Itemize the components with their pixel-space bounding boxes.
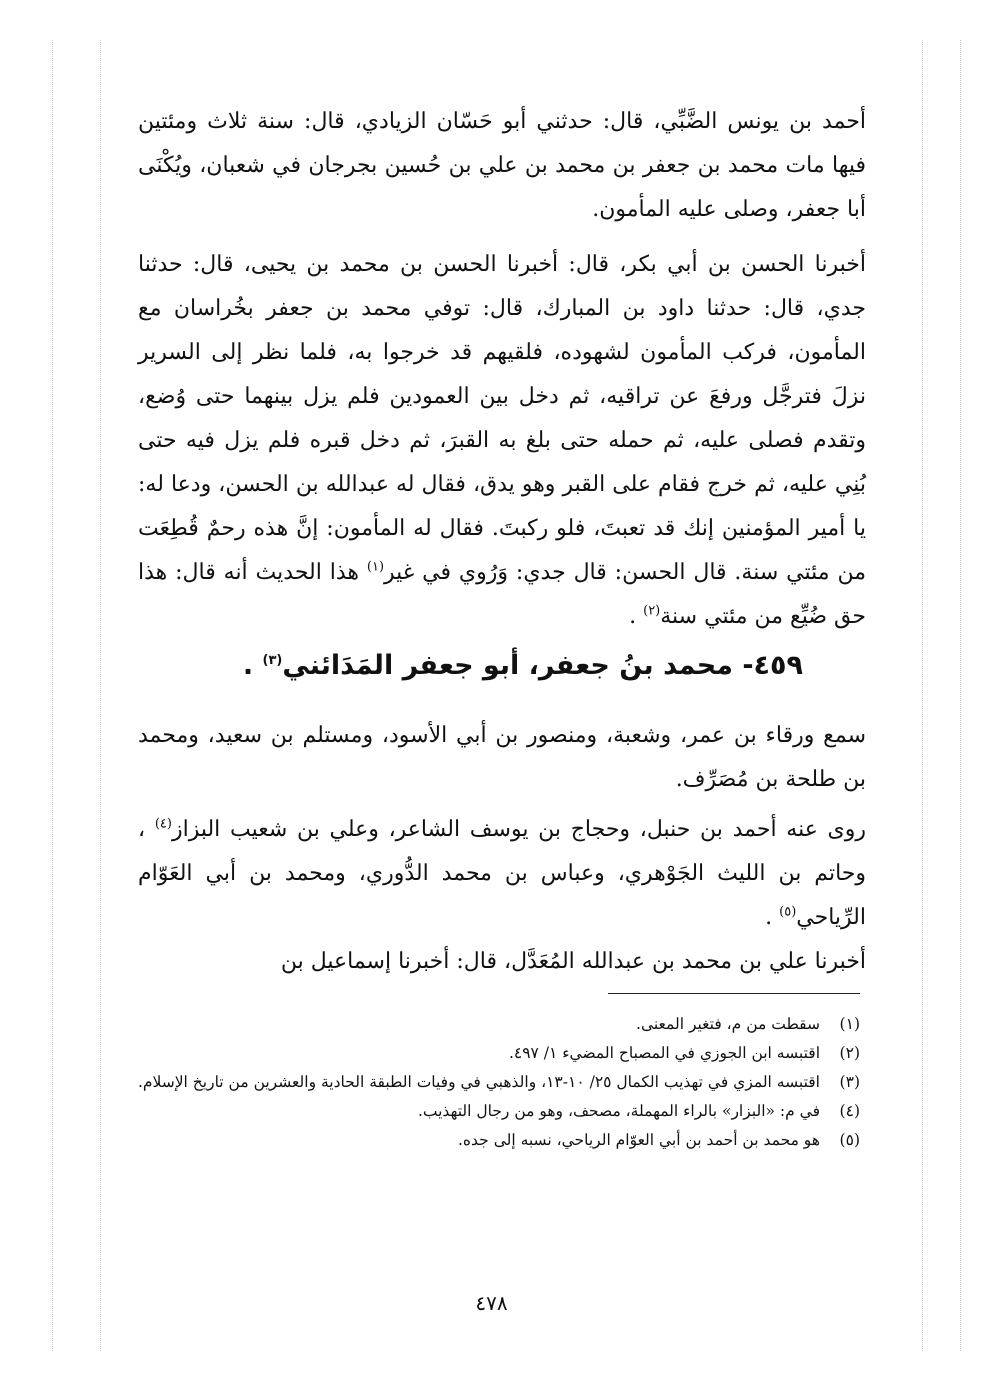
full-stop: . <box>629 604 637 629</box>
footnote-number: (٤) <box>839 1102 860 1120</box>
footnote-text: هو محمد بن أحمد بن أبي العوّام الرياحي، نسبه إلى جده. <box>458 1131 820 1149</box>
footnote-item <box>135 1010 860 1039</box>
footnote-ref-1: (١) <box>366 559 385 575</box>
paragraph-text-tail: ، وحاتم بن الليث الجَوْهري، وعباس بن محمد الدُّوري، ومحمد بن أبي العَوّام الرِّياحي <box>138 817 866 930</box>
paragraph-text: سمع ورقاء بن عمر، وشعبة، ومنصور بن أبي الأسود، ومستلم بن سعيد، ومحمد بن طلحة بن مُصَرِّف. <box>138 723 866 792</box>
paragraph-text: أحمد بن يونس الضَّبِّي، قال: حدثني أبو حَسّان الزيادي، قال: سنة ثلاث ومئتين فيها مات محمد بن جعفر بن محمد بن علي بن حُسين بجرجان في شعبان، ويُكْنَى أبا جعفر، وصلى عليه المأمون. <box>138 109 866 222</box>
paragraph-text <box>138 243 866 639</box>
paragraph-5 <box>138 940 866 984</box>
footnotes-list <box>135 1010 860 1155</box>
paragraph-4 <box>138 808 866 940</box>
paragraph-text: أخبرنا علي بن محمد بن عبدالله المُعَدَّل، قال: أخبرنا إسماعيل بن <box>280 949 866 974</box>
paragraph-3 <box>138 714 866 802</box>
footnote-ref-2: (٢) <box>643 603 661 619</box>
scan-artifact-line <box>922 40 923 1351</box>
footnote-number: (٣) <box>839 1073 860 1091</box>
paragraph-1 <box>138 100 866 232</box>
scan-artifact-line <box>100 40 101 1351</box>
paragraph-2 <box>138 243 866 639</box>
full-stop: . <box>242 650 254 681</box>
paragraph-text-tail: وَرُوي في غير <box>384 560 509 585</box>
footnote-number: (٥) <box>839 1131 860 1149</box>
footnote-item <box>135 1068 860 1097</box>
paragraph-text-main: أخبرنا الحسن بن أبي بكر، قال: أخبرنا الحسن بن محمد بن يحيى، قال: حدثنا جدي، قال: حدثنا داود بن المبارك، قال: توفي محمد بن جعفر بخُراسان مع المأمون، فركب المأمون لشهوده، فلقيهم قد خرجوا به، فلما نظر إلى السرير نزلَ فترجَّل ورفعَ عن تراقيه، ثم دخل بين العمودين فلم يزل بينهما حتى وُضع، وتقدم فصلى عليه، ثم حمله حتى بلغ به القبرَ، ثم دخل قبره فلم يزل فيه حتى بُنِي عليه، ثم خرج فقام على القبر وهو يدق، فقال له عبدالله بن الحسن، ودعا له: يا أمير المؤمنين إنك قد تعبتَ، فلو ركبتَ. فقال له المأمون: إنَّ هذه رحمٌ قُطِعَت من مئتي سنة. قال الحسن: قال جدي: <box>138 252 866 585</box>
scan-artifact-line <box>52 40 53 1351</box>
entry-heading <box>243 646 803 686</box>
paragraph-text <box>138 808 866 940</box>
footnote-number: (١) <box>839 1015 860 1033</box>
footnote-ref-4: (٤) <box>154 816 172 832</box>
footnote-text: سقطت من م، فتغير المعنى. <box>636 1015 820 1033</box>
footnote-item <box>135 1039 860 1068</box>
footnote-ref-3: (٣) <box>262 653 283 668</box>
scan-artifact-line <box>960 40 961 1351</box>
footnote-separator <box>608 993 860 994</box>
paragraph-text-main: روى عنه أحمد بن حنبل، وحجاج بن يوسف الشاعر، وعلي بن شعيب البزاز <box>171 817 867 842</box>
footnote-number: (٢) <box>839 1044 860 1062</box>
entry-heading-text: ٤٥٩- محمد بنُ جعفر، أبو جعفر المَدَائني <box>282 650 803 681</box>
footnote-item <box>135 1126 860 1155</box>
footnote-text: اقتبسه المزي في تهذيب الكمال ٢٥/ ١٠-١٣، والذهبي في وفيات الطبقة الحادية والعشرين من تاريخ الإسلام. <box>137 1073 820 1091</box>
footnote-text: اقتبسه ابن الجوزي في المصباح المضيء ١/ ٤٩٧. <box>508 1044 820 1062</box>
footnote-item <box>135 1097 860 1126</box>
paragraph-text-tail: هذا الحديث أنه قال: هذا حق ضُيِّع من مئتي سنة <box>138 560 866 629</box>
page-number: ٤٧٨ <box>475 1291 508 1315</box>
footnote-ref-5: (٥) <box>779 904 797 920</box>
full-stop: . <box>765 905 773 930</box>
footnote-text: في م: «البزار» بالراء المهملة، مصحف، وهو من رجال التهذيب. <box>417 1102 820 1120</box>
